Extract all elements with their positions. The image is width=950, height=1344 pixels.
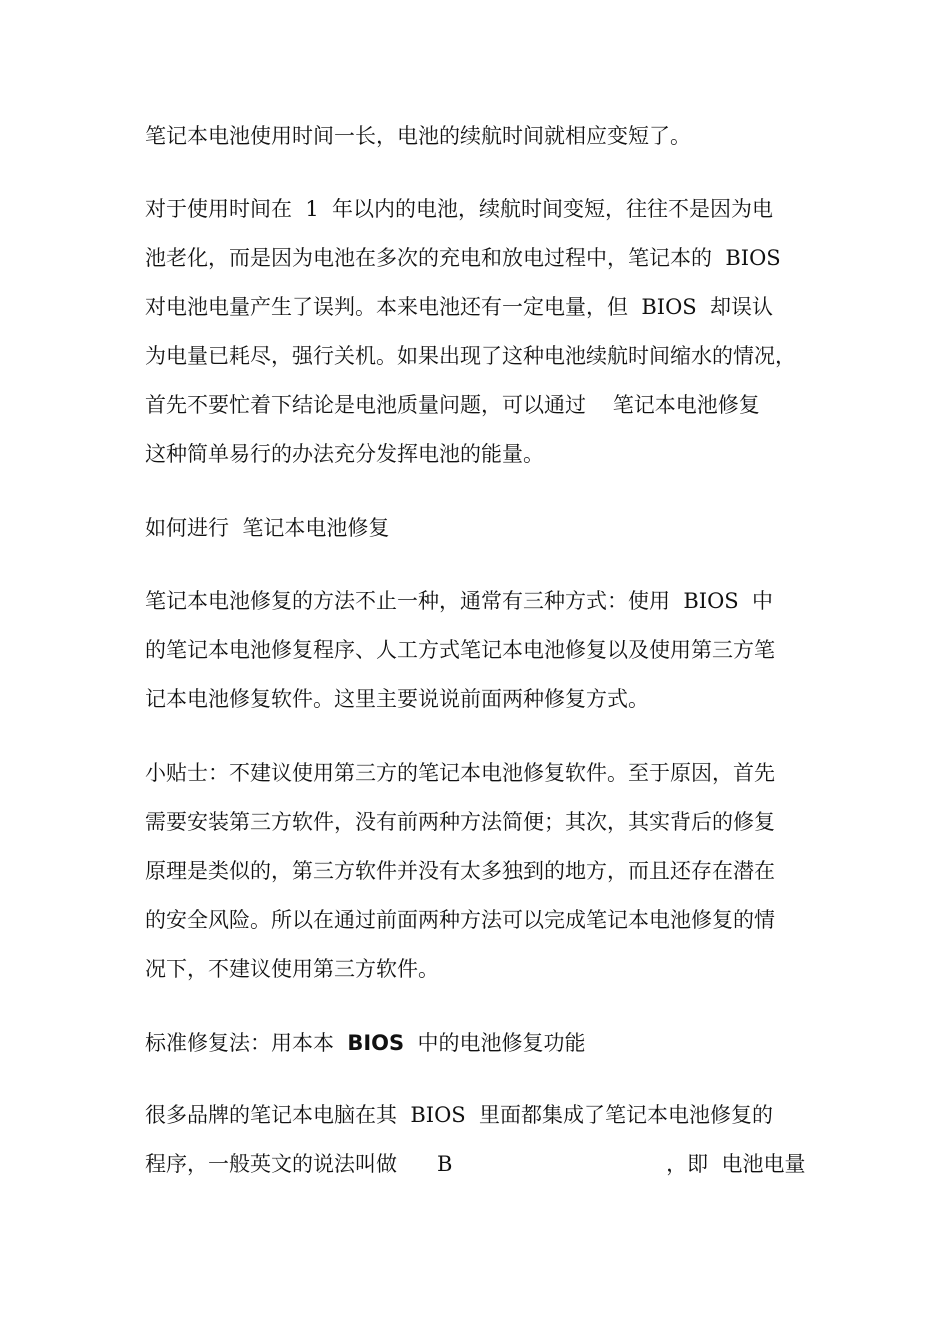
text-line: 程序，一般英文的说法叫做 B ，即 电池电量 bbox=[145, 1152, 806, 1176]
text-line bbox=[145, 1019, 810, 1068]
text-line: 对于使用时间在 1 年以内的电池，续航时间变短，往往不是因为电 bbox=[145, 197, 774, 221]
text-line: 对电池电量产生了误判。本来电池还有一定电量，但 BIOS 却误认 bbox=[145, 295, 774, 319]
tip-paragraph bbox=[145, 749, 810, 994]
paragraph-3 bbox=[145, 577, 810, 724]
text-line: 如何进行 笔记本电池修复 bbox=[145, 516, 390, 540]
text-line: 首先不要忙着下结论是电池质量问题，可以通过 笔记本电池修复 bbox=[145, 393, 760, 417]
section-heading-how-to-repair bbox=[145, 504, 810, 553]
text-line: 原理是类似的，第三方软件并没有太多独到的地方，而且还存在潜在 bbox=[145, 859, 775, 883]
paragraph-2 bbox=[145, 185, 810, 479]
text-line: 记本电池修复软件。这里主要说说前面两种修复方式。 bbox=[145, 687, 649, 711]
text-line: 需要安装第三方软件，没有前两种方法简便；其次，其实背后的修复 bbox=[145, 810, 775, 834]
heading-suffix: 中的电池修复功能 bbox=[404, 1031, 586, 1055]
text-line: 小贴士：不建议使用第三方的笔记本电池修复软件。至于原因，首先 bbox=[145, 761, 775, 785]
paragraph-4 bbox=[145, 1091, 810, 1189]
text-line: 笔记本电池修复的方法不止一种，通常有三种方式：使用 BIOS 中 bbox=[145, 589, 774, 613]
heading-bios-bold: BIOS bbox=[347, 1031, 405, 1055]
text-line: 这种简单易行的办法充分发挥电池的能量。 bbox=[145, 442, 544, 466]
text-line: 况下，不建议使用第三方软件。 bbox=[145, 957, 439, 981]
section-heading-standard-repair bbox=[145, 1019, 810, 1068]
text-line: 很多品牌的笔记本电脑在其 BIOS 里面都集成了笔记本电池修复的 bbox=[145, 1103, 774, 1127]
text-line: 的安全风险。所以在通过前面两种方法可以完成笔记本电池修复的情 bbox=[145, 908, 775, 932]
text-line: 池老化，而是因为电池在多次的充电和放电过程中，笔记本的 BIOS bbox=[145, 246, 781, 270]
heading-prefix: 标准修复法：用本本 bbox=[145, 1031, 348, 1055]
text-line: 的笔记本电池修复程序、人工方式笔记本电池修复以及使用第三方笔 bbox=[145, 638, 775, 662]
paragraph-1 bbox=[145, 112, 810, 161]
text-line: 为电量已耗尽，强行关机。如果出现了这种电池续航时间缩水的情况， bbox=[145, 344, 796, 368]
text-line: 笔记本电池使用时间一长，电池的续航时间就相应变短了。 bbox=[145, 124, 691, 148]
